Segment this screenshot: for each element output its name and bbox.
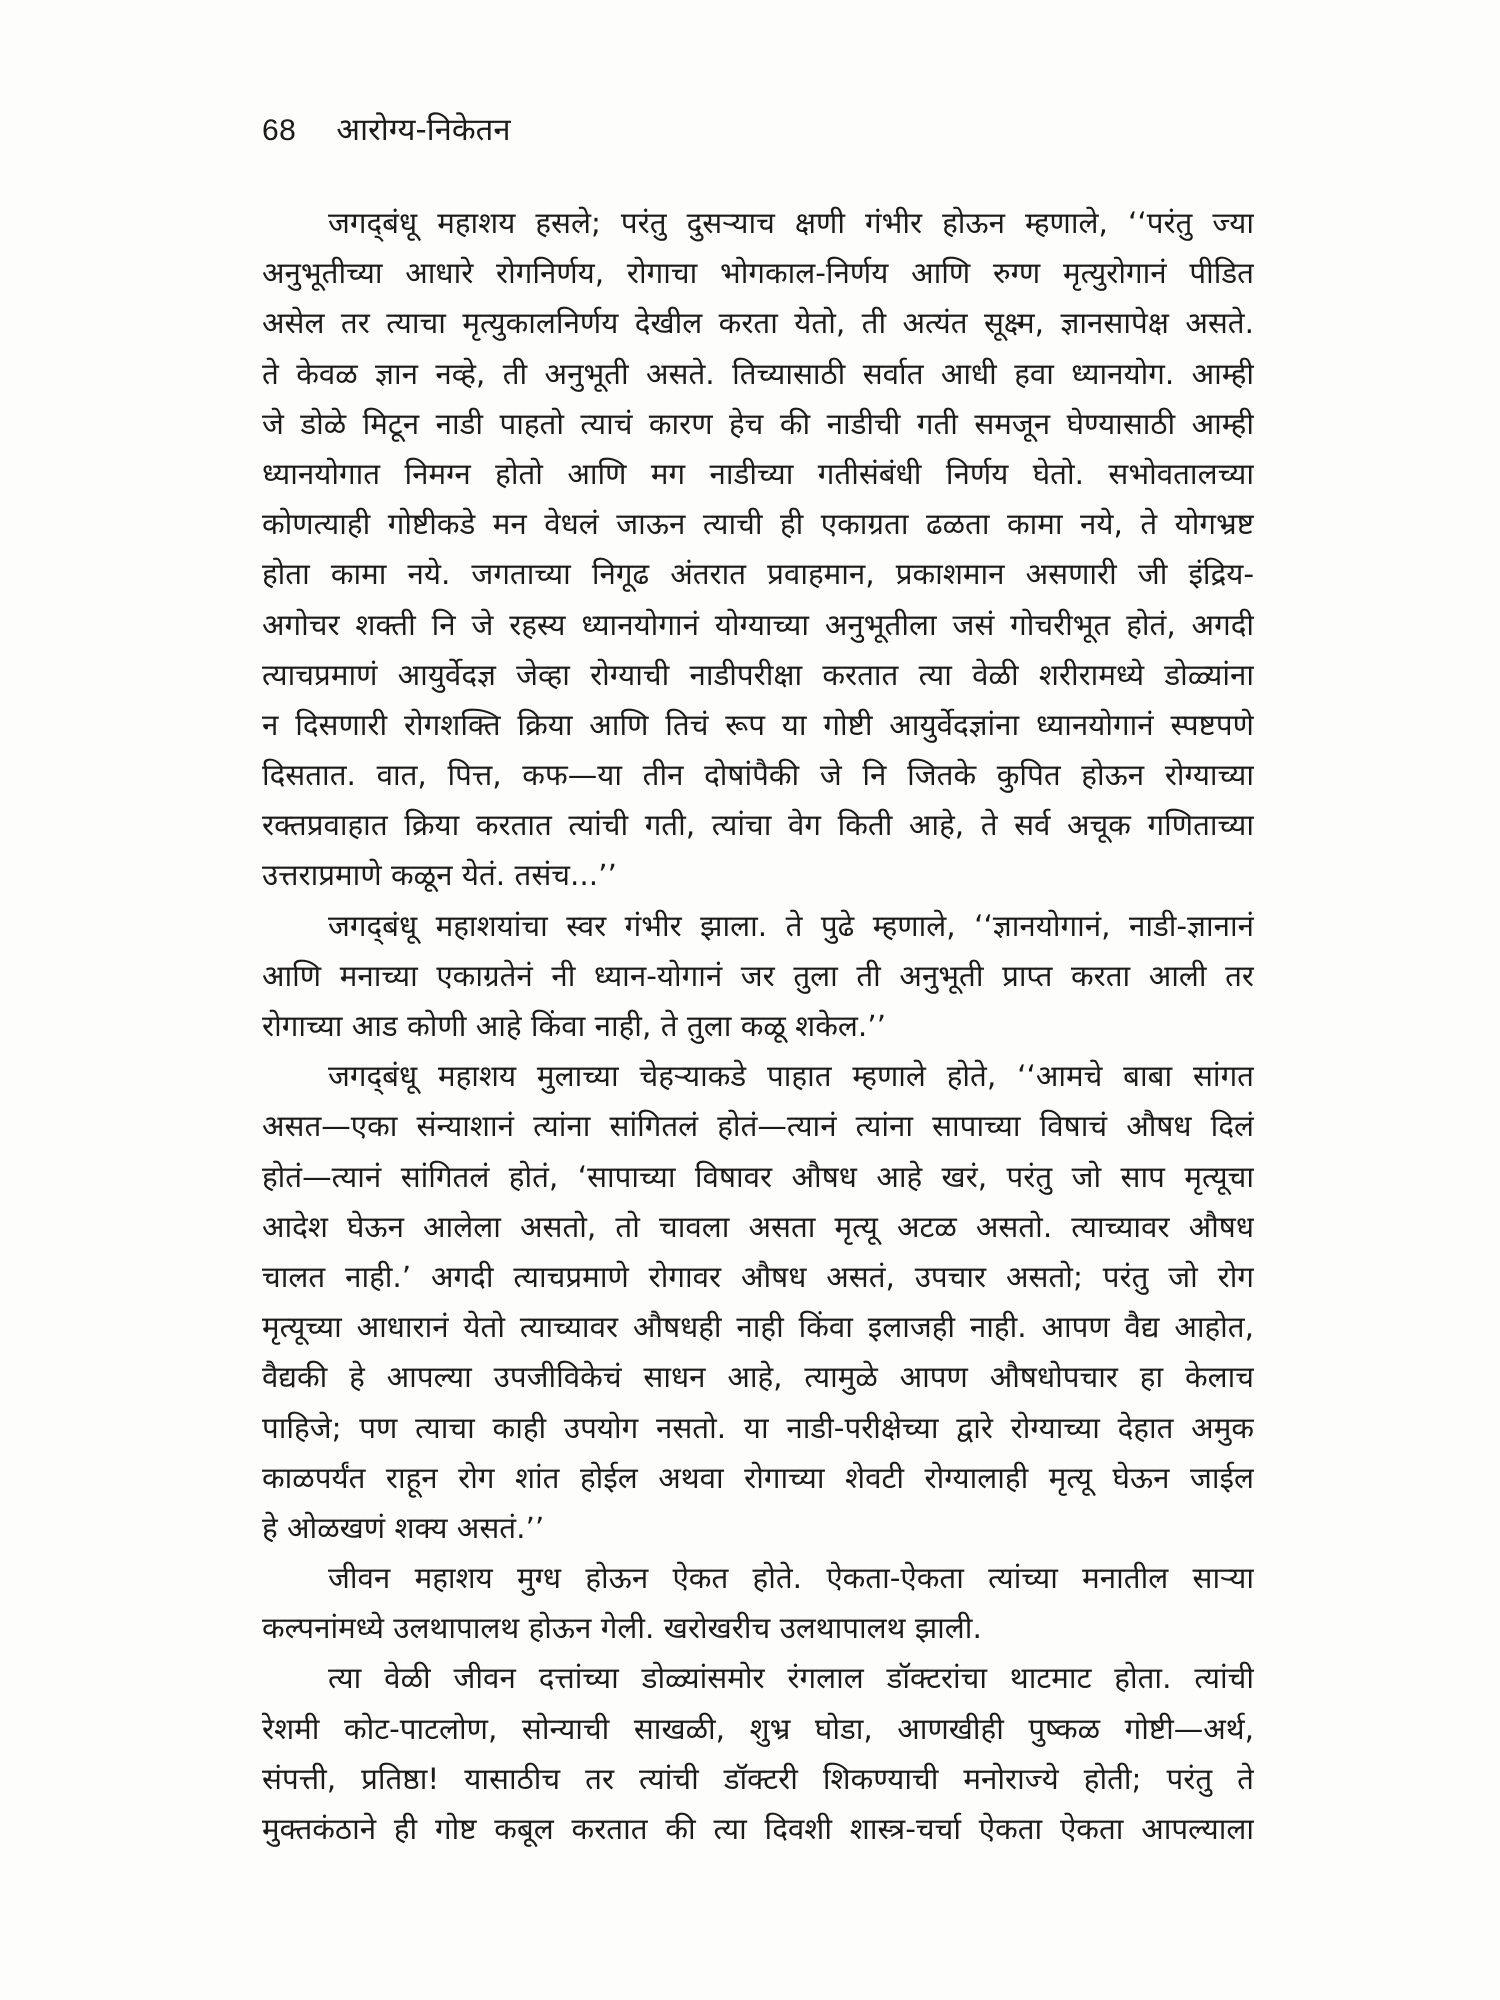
text-line: कोणत्याही गोष्टीकडे मन वेधलं जाऊन त्याची ही एकाग्रता ढळता कामा नये, ते योगभ्रष्ट — [262, 507, 1254, 542]
text-line: आदेश घेऊन आलेला असतो, तो चावला असता मृत्यू अटळ असतो. त्याच्यावर औषध — [262, 1209, 1254, 1244]
text-line: जगद्‌बंधू महाशय हसले; परंतु दुसऱ्याच क्षणी गंभीर होऊन म्हणाले, ‘‘परंतु ज्या — [328, 206, 1254, 240]
text-line: न दिसणारी रोगशक्ति क्रिया आणि तिचं रूप या गोष्टी आयुर्वेदज्ञांना ध्यानयोगानं स्पष्टपणे — [262, 707, 1254, 742]
text-line: वैद्यकी हे आपल्या उपजीविकेचं साधन आहे, त्यामुळे आपण औषधोपचार हा केलाच — [262, 1360, 1254, 1395]
text-line: त्या वेळी जीवन दत्तांच्या डोळ्यांसमोर रंगलाल डॉक्टरांचा थाटमाट होता. त्यांची — [328, 1661, 1254, 1696]
text-line: होता कामा नये. जगताच्या निगूढ अंतरात प्रवाहमान, प्रकाशमान असणारी जी इंद्रिय- — [262, 557, 1254, 592]
text-line: उत्तराप्रमाणे कळून येतं. तसंच...’’ — [262, 858, 617, 893]
text-line: जगद्‌बंधू महाशय मुलाच्या चेहऱ्याकडे पाहात म्हणाले होते, ‘‘आमचे बाबा सांगत — [328, 1059, 1254, 1094]
text-line: आणि मनाच्या एकाग्रतेनं नी ध्यान-योगानं जर तुला ती अनुभूती प्राप्त करता आली तर — [262, 958, 1254, 993]
paragraph-3 — [262, 1051, 1254, 1553]
text-line: जे डोळे मिटून नाडी पाहतो त्याचं कारण हेच की नाडीची गती समजून घेण्यासाठी आम्ही — [262, 406, 1254, 441]
text-line: संपत्ती, प्रतिष्ठा! यासाठीच तर त्यांची डॉक्टरी शिकण्याची मनोराज्ये होती; परंतु ते — [262, 1761, 1254, 1796]
page-number: 68 — [262, 114, 297, 147]
text-line: कल्पनांमध्ये उलथापालथ होऊन गेली. खरोखरीच उलथापालथ झाली. — [262, 1611, 982, 1646]
text-line: चालत नाही.’ अगदी त्याचप्रमाणे रोगावर औषध असतं, उपचार असतो; परंतु जो रोग — [262, 1259, 1254, 1294]
text-line: रक्तप्रवाहात क्रिया करतात त्यांची गती, त्यांचा वेग किती आहे, ते सर्व अचूक गणिताच्या — [262, 808, 1254, 843]
text-line: अनुभूतीच्या आधारे रोगनिर्णय, रोगाचा भोगकाल-निर्णय आणि रुग्ण मृत्युरोगानं पीडित — [262, 256, 1254, 291]
text-line: हे ओळखणं शक्य असतं.’’ — [262, 1510, 545, 1545]
text-line: पाहिजे; पण त्याचा काही उपयोग नसतो. या नाडी-परीक्षेच्या द्वारे रोग्याच्या देहात अमुक — [262, 1410, 1254, 1445]
text-line: त्याचप्रमाणं आयुर्वेदज्ञ जेव्हा रोग्याची नाडीपरीक्षा करतात त्या वेळी शरीरामध्ये डोळ्यांना — [262, 657, 1254, 692]
text-line: असेल तर त्याचा मृत्युकालनिर्णय देखील करता येतो, ती अत्यंत सूक्ष्म, ज्ञानसापेक्ष असते. — [262, 306, 1254, 341]
text-line: ते केवळ ज्ञान नव्हे, ती अनुभूती असते. तिच्यासाठी सर्वात आधी हवा ध्यानयोग. आम्ही — [262, 356, 1254, 391]
text-line: दिसतात. वात, पित्त, कफ—या तीन दोषांपैकी जे नि जितके कुपित होऊन रोग्याच्या — [262, 758, 1254, 793]
text-line: अगोचर शक्ती नि जे रहस्य ध्यानयोगानं योग्याच्या अनुभूतीला जसं गोचरीभूत होतं, अगदी — [262, 607, 1254, 642]
text-line: ध्यानयोगात निमग्न होतो आणि मग नाडीच्या गतीसंबंधी निर्णय घेतो. सभोवतालच्या — [262, 456, 1254, 491]
running-head — [262, 108, 511, 152]
text-line: रोगाच्या आड कोणी आहे किंवा नाही, ते तुला कळू शकेल.’’ — [262, 1009, 887, 1043]
text-line: असत—एका संन्याशानं त्यांना सांगितलं होतं—त्यानं त्यांना सापाच्या विषाचं औषध दिलं — [262, 1109, 1254, 1144]
paragraph-1 — [262, 198, 1254, 901]
text-line: जीवन महाशय मुग्ध होऊन ऐकत होते. ऐकता-ऐकता त्यांच्या मनातील साऱ्या — [328, 1561, 1254, 1596]
text-line: रेशमी कोट-पाटलोण, सोन्याची साखळी, शुभ्र घोडा, आणखीही पुष्कळ गोष्टी—अर्थ, — [262, 1711, 1254, 1746]
text-line: मुक्तकंठाने ही गोष्ट कबूल करतात की त्या दिवशी शास्त्र-चर्चा ऐकता ऐकता आपल्याला — [262, 1812, 1254, 1846]
paragraph-2 — [262, 901, 1254, 1052]
text-line: जगद्‌बंधू महाशयांचा स्वर गंभीर झाला. ते पुढे म्हणाले, ‘‘ज्ञानयोगानं, नाडी-ज्ञानानं — [328, 908, 1254, 943]
paragraph-4 — [262, 1553, 1254, 1653]
paragraph-5 — [262, 1653, 1254, 1854]
text-line: काळपर्यंत राहून रोग शांत होईल अथवा रोगाच्या शेवटी रोग्यालाही मृत्यू घेऊन जाईल — [262, 1460, 1254, 1495]
book-title: आरोग्य-निकेतन — [336, 112, 511, 148]
body-text — [262, 198, 1254, 1854]
text-line: मृत्यूच्या आधारानं येतो त्याच्यावर औषधही नाही किंवा इलाजही नाही. आपण वैद्य आहोत, — [262, 1310, 1254, 1345]
text-line: होतं—त्यानं सांगितलं होतं, ‘सापाच्या विषावर औषध आहे खरं, परंतु जो साप मृत्यूचा — [262, 1159, 1254, 1194]
